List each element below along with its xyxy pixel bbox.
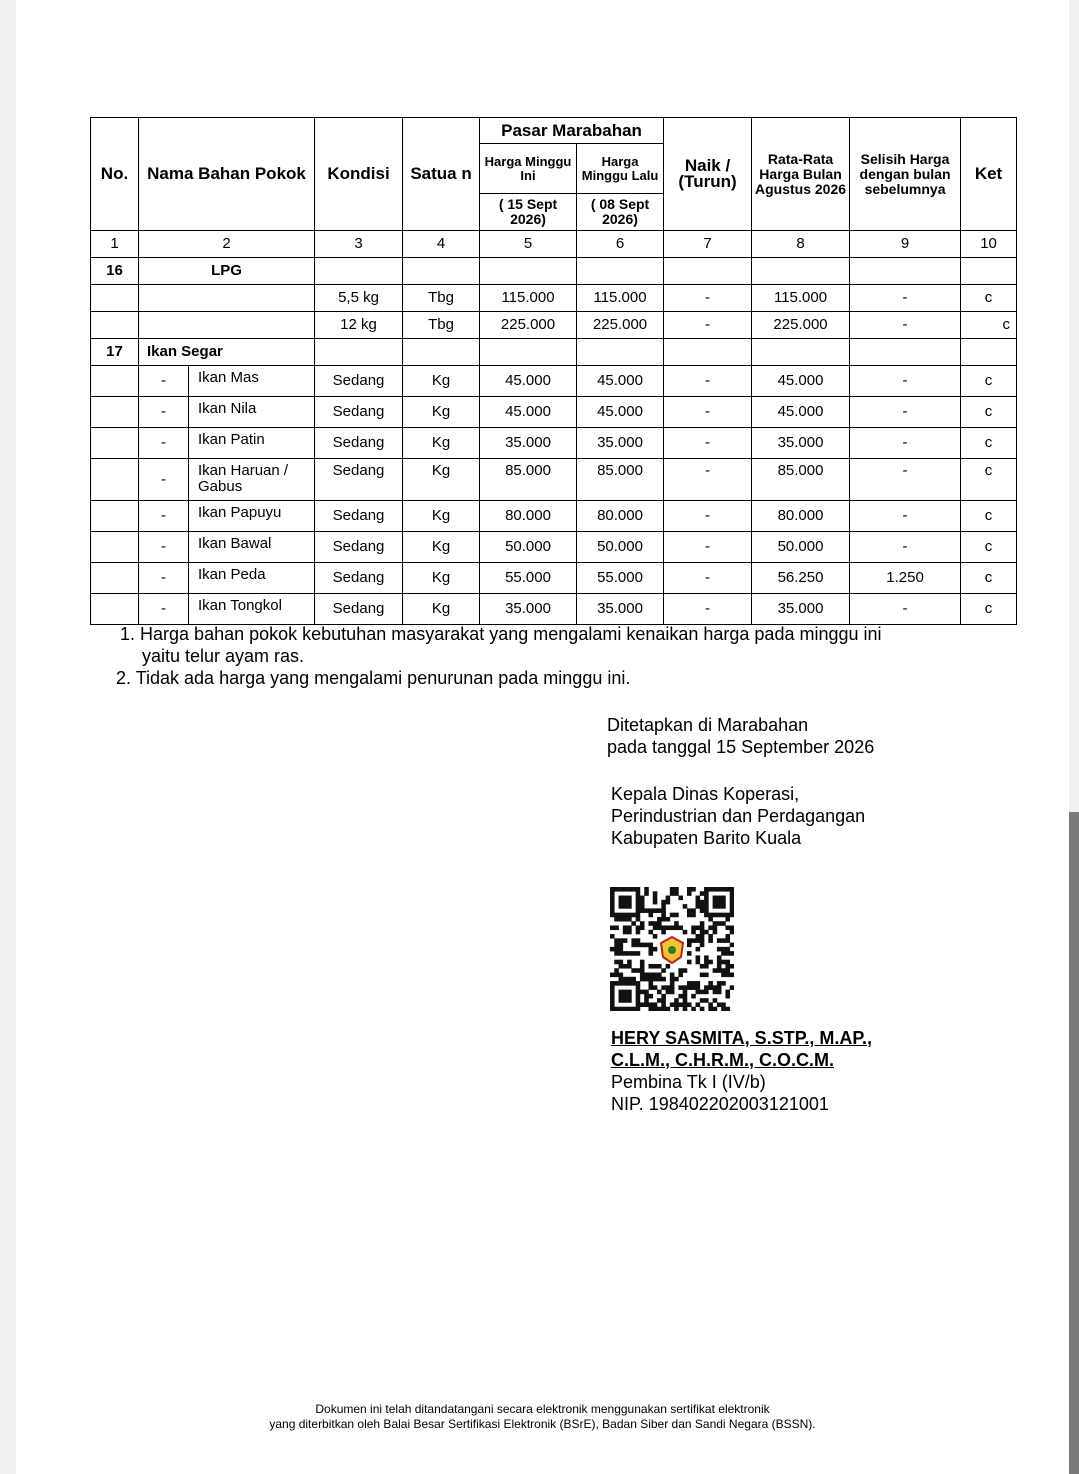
item-satuan: Tbg xyxy=(403,285,480,312)
table-row xyxy=(91,563,1017,594)
signer-credentials: C.L.M., C.H.R.M., C.O.C.M. xyxy=(611,1050,834,1070)
item-name xyxy=(139,312,315,339)
header-harga-lalu: Harga Minggu Lalu xyxy=(577,144,664,194)
header-pasar: Pasar Marabahan xyxy=(480,118,664,144)
header-nama: Nama Bahan Pokok xyxy=(139,118,315,231)
notes xyxy=(116,623,882,689)
item-lalu: 50.000 xyxy=(577,532,664,563)
item-satuan: Kg xyxy=(403,501,480,532)
empty-cell xyxy=(961,339,1017,366)
item-kondisi: Sedang xyxy=(315,563,403,594)
item-lalu: 45.000 xyxy=(577,366,664,397)
header-satuan: Satua n xyxy=(403,118,480,231)
empty-cell xyxy=(480,258,577,285)
item-ini: 35.000 xyxy=(480,594,577,625)
item-ket: c xyxy=(961,285,1017,312)
item-selisih: - xyxy=(850,594,961,625)
empty-cell xyxy=(315,258,403,285)
header-selisih: Selisih Harga dengan bulan sebelumnya xyxy=(850,118,961,231)
signer-rank: Pembina Tk I (IV/b) xyxy=(611,1072,766,1092)
item-lalu: 35.000 xyxy=(577,428,664,459)
item-naik: - xyxy=(664,563,752,594)
table-row xyxy=(91,501,1017,532)
item-selisih: 1.250 xyxy=(850,563,961,594)
item-ini: 35.000 xyxy=(480,428,577,459)
item-rata: 80.000 xyxy=(752,501,850,532)
empty-cell xyxy=(664,339,752,366)
item-rata: 56.250 xyxy=(752,563,850,594)
item-name: Ikan Patin xyxy=(189,428,315,459)
header-rata: Rata-Rata Harga Bulan Agustus 2026 xyxy=(752,118,850,231)
item-ket: c xyxy=(961,366,1017,397)
qr-code-signature xyxy=(610,887,734,1011)
document-page xyxy=(16,0,1069,1474)
empty-cell xyxy=(91,594,139,625)
footer-certificate: Dokumen ini telah ditandatangani secara elektronik menggunakan sertifikat elektronik yang diterbitkan oleh Balai Besar Sertifikasi Elektronik (BSrE), Badan Siber dan Sandi Negara (BSSN). xyxy=(269,1402,816,1431)
col-number: 1 xyxy=(91,231,139,258)
item-kondisi: Sedang xyxy=(315,594,403,625)
item-rata: 115.000 xyxy=(752,285,850,312)
empty-cell xyxy=(403,258,480,285)
item-rata: 45.000 xyxy=(752,366,850,397)
empty-cell xyxy=(91,285,139,312)
col-number: 8 xyxy=(752,231,850,258)
empty-cell xyxy=(961,258,1017,285)
item-rata: 225.000 xyxy=(752,312,850,339)
item-satuan: Kg xyxy=(403,366,480,397)
col-number: 5 xyxy=(480,231,577,258)
item-lalu: 45.000 xyxy=(577,397,664,428)
empty-cell xyxy=(91,501,139,532)
item-satuan: Tbg xyxy=(403,312,480,339)
sign-title: Kepala Dinas Koperasi, Perindustrian dan Perdagangan Kabupaten Barito Kuala xyxy=(611,784,866,848)
header-naik: Naik / (Turun) xyxy=(664,118,752,231)
col-number: 10 xyxy=(961,231,1017,258)
price-table xyxy=(90,117,1017,625)
item-name: Ikan Nila xyxy=(189,397,315,428)
item-rata: 50.000 xyxy=(752,532,850,563)
item-dash: - xyxy=(139,428,189,459)
item-naik: - xyxy=(664,594,752,625)
empty-cell xyxy=(577,339,664,366)
table-row xyxy=(91,594,1017,625)
item-selisih: - xyxy=(850,532,961,563)
item-satuan: Kg xyxy=(403,563,480,594)
item-kondisi: 5,5 kg xyxy=(315,285,403,312)
item-lalu: 225.000 xyxy=(577,312,664,339)
item-ket: c xyxy=(961,563,1017,594)
item-ini: 225.000 xyxy=(480,312,577,339)
table-row xyxy=(91,312,1017,339)
item-satuan: Kg xyxy=(403,459,480,501)
item-ket: c xyxy=(961,428,1017,459)
column-number-row xyxy=(91,231,1017,258)
note-1: 1. Harga bahan pokok kebutuhan masyarakat yang mengalami kenaikan harga pada minggu ini xyxy=(120,624,882,644)
header-ket: Ket xyxy=(961,118,1017,231)
item-satuan: Kg xyxy=(403,397,480,428)
item-selisih: - xyxy=(850,501,961,532)
empty-cell xyxy=(91,428,139,459)
item-ini: 115.000 xyxy=(480,285,577,312)
empty-cell xyxy=(577,258,664,285)
item-name: Ikan Bawal xyxy=(189,532,315,563)
table-row xyxy=(91,428,1017,459)
header-kondisi: Kondisi xyxy=(315,118,403,231)
header-harga-ini: Harga Minggu Ini xyxy=(480,144,577,194)
col-number: 4 xyxy=(403,231,480,258)
item-naik: - xyxy=(664,501,752,532)
item-naik: - xyxy=(664,397,752,428)
item-dash: - xyxy=(139,397,189,428)
empty-cell xyxy=(91,312,139,339)
header-tgl-ini: ( 15 Sept 2026) xyxy=(480,194,577,231)
signer-block xyxy=(611,1027,872,1115)
item-naik: - xyxy=(664,366,752,397)
table-row xyxy=(91,532,1017,563)
item-kondisi: Sedang xyxy=(315,532,403,563)
table-row xyxy=(91,459,1017,501)
item-rata: 35.000 xyxy=(752,594,850,625)
item-name: Ikan Tongkol xyxy=(189,594,315,625)
col-number: 2 xyxy=(139,231,315,258)
item-dash: - xyxy=(139,501,189,532)
note-1-cont: yaitu telur ayam ras. xyxy=(142,646,305,666)
item-rata: 85.000 xyxy=(752,459,850,501)
item-kondisi: Sedang xyxy=(315,501,403,532)
empty-cell xyxy=(91,532,139,563)
item-dash: - xyxy=(139,532,189,563)
item-rata: 45.000 xyxy=(752,397,850,428)
item-ket: c xyxy=(961,594,1017,625)
item-naik: - xyxy=(664,285,752,312)
item-naik: - xyxy=(664,312,752,339)
empty-cell xyxy=(850,258,961,285)
table-row xyxy=(91,397,1017,428)
col-number: 3 xyxy=(315,231,403,258)
empty-cell xyxy=(664,258,752,285)
item-selisih: - xyxy=(850,459,961,501)
item-dash: - xyxy=(139,594,189,625)
item-name: Ikan Peda xyxy=(189,563,315,594)
item-selisih: - xyxy=(850,285,961,312)
scrollbar-thumb[interactable] xyxy=(1069,812,1079,1474)
item-lalu: 115.000 xyxy=(577,285,664,312)
group-name: LPG xyxy=(139,258,315,285)
empty-cell xyxy=(91,563,139,594)
item-lalu: 55.000 xyxy=(577,563,664,594)
header-no: No. xyxy=(91,118,139,231)
item-kondisi: Sedang xyxy=(315,366,403,397)
sign-place: Ditetapkan di Marabahan pada tanggal 15 September 2026 xyxy=(607,715,875,757)
table-row xyxy=(91,366,1017,397)
item-ini: 55.000 xyxy=(480,563,577,594)
signer-name: HERY SASMITA, S.STP., M.AP., xyxy=(611,1028,873,1048)
table-row xyxy=(91,285,1017,312)
header-tgl-lalu: ( 08 Sept 2026) xyxy=(577,194,664,231)
item-selisih: - xyxy=(850,428,961,459)
col-number: 9 xyxy=(850,231,961,258)
item-kondisi: Sedang xyxy=(315,459,403,501)
item-name xyxy=(139,285,315,312)
item-satuan: Kg xyxy=(403,428,480,459)
item-lalu: 35.000 xyxy=(577,594,664,625)
item-name: Ikan Mas xyxy=(189,366,315,397)
item-selisih: - xyxy=(850,397,961,428)
item-dash: - xyxy=(139,459,189,501)
item-name: Ikan Haruan / Gabus xyxy=(189,459,315,501)
item-ket: c xyxy=(961,501,1017,532)
item-ket: c xyxy=(961,312,1017,339)
group-number: 17 xyxy=(91,339,139,366)
item-selisih: - xyxy=(850,366,961,397)
group-row xyxy=(91,339,1017,366)
item-satuan: Kg xyxy=(403,532,480,563)
item-ini: 45.000 xyxy=(480,397,577,428)
item-satuan: Kg xyxy=(403,594,480,625)
item-kondisi: 12 kg xyxy=(315,312,403,339)
item-rata: 35.000 xyxy=(752,428,850,459)
signer-nip: NIP. 198402202003121001 xyxy=(611,1094,829,1114)
item-dash: - xyxy=(139,366,189,397)
item-lalu: 85.000 xyxy=(577,459,664,501)
item-ket: c xyxy=(961,459,1017,501)
item-kondisi: Sedang xyxy=(315,397,403,428)
group-row xyxy=(91,258,1017,285)
item-naik: - xyxy=(664,428,752,459)
item-ini: 50.000 xyxy=(480,532,577,563)
item-dash: - xyxy=(139,563,189,594)
empty-cell xyxy=(480,339,577,366)
col-number: 6 xyxy=(577,231,664,258)
note-2: 2. Tidak ada harga yang mengalami penurunan pada minggu ini. xyxy=(116,668,631,688)
item-ini: 80.000 xyxy=(480,501,577,532)
empty-cell xyxy=(91,397,139,428)
group-number: 16 xyxy=(91,258,139,285)
item-lalu: 80.000 xyxy=(577,501,664,532)
item-ket: c xyxy=(961,397,1017,428)
empty-cell xyxy=(403,339,480,366)
group-name: Ikan Segar xyxy=(139,339,315,366)
item-naik: - xyxy=(664,459,752,501)
empty-cell xyxy=(91,459,139,501)
item-ini: 45.000 xyxy=(480,366,577,397)
empty-cell xyxy=(752,258,850,285)
item-ket: c xyxy=(961,532,1017,563)
item-kondisi: Sedang xyxy=(315,428,403,459)
empty-cell xyxy=(91,366,139,397)
col-number: 7 xyxy=(664,231,752,258)
empty-cell xyxy=(315,339,403,366)
item-selisih: - xyxy=(850,312,961,339)
empty-cell xyxy=(752,339,850,366)
item-name: Ikan Papuyu xyxy=(189,501,315,532)
item-naik: - xyxy=(664,532,752,563)
item-ini: 85.000 xyxy=(480,459,577,501)
empty-cell xyxy=(850,339,961,366)
